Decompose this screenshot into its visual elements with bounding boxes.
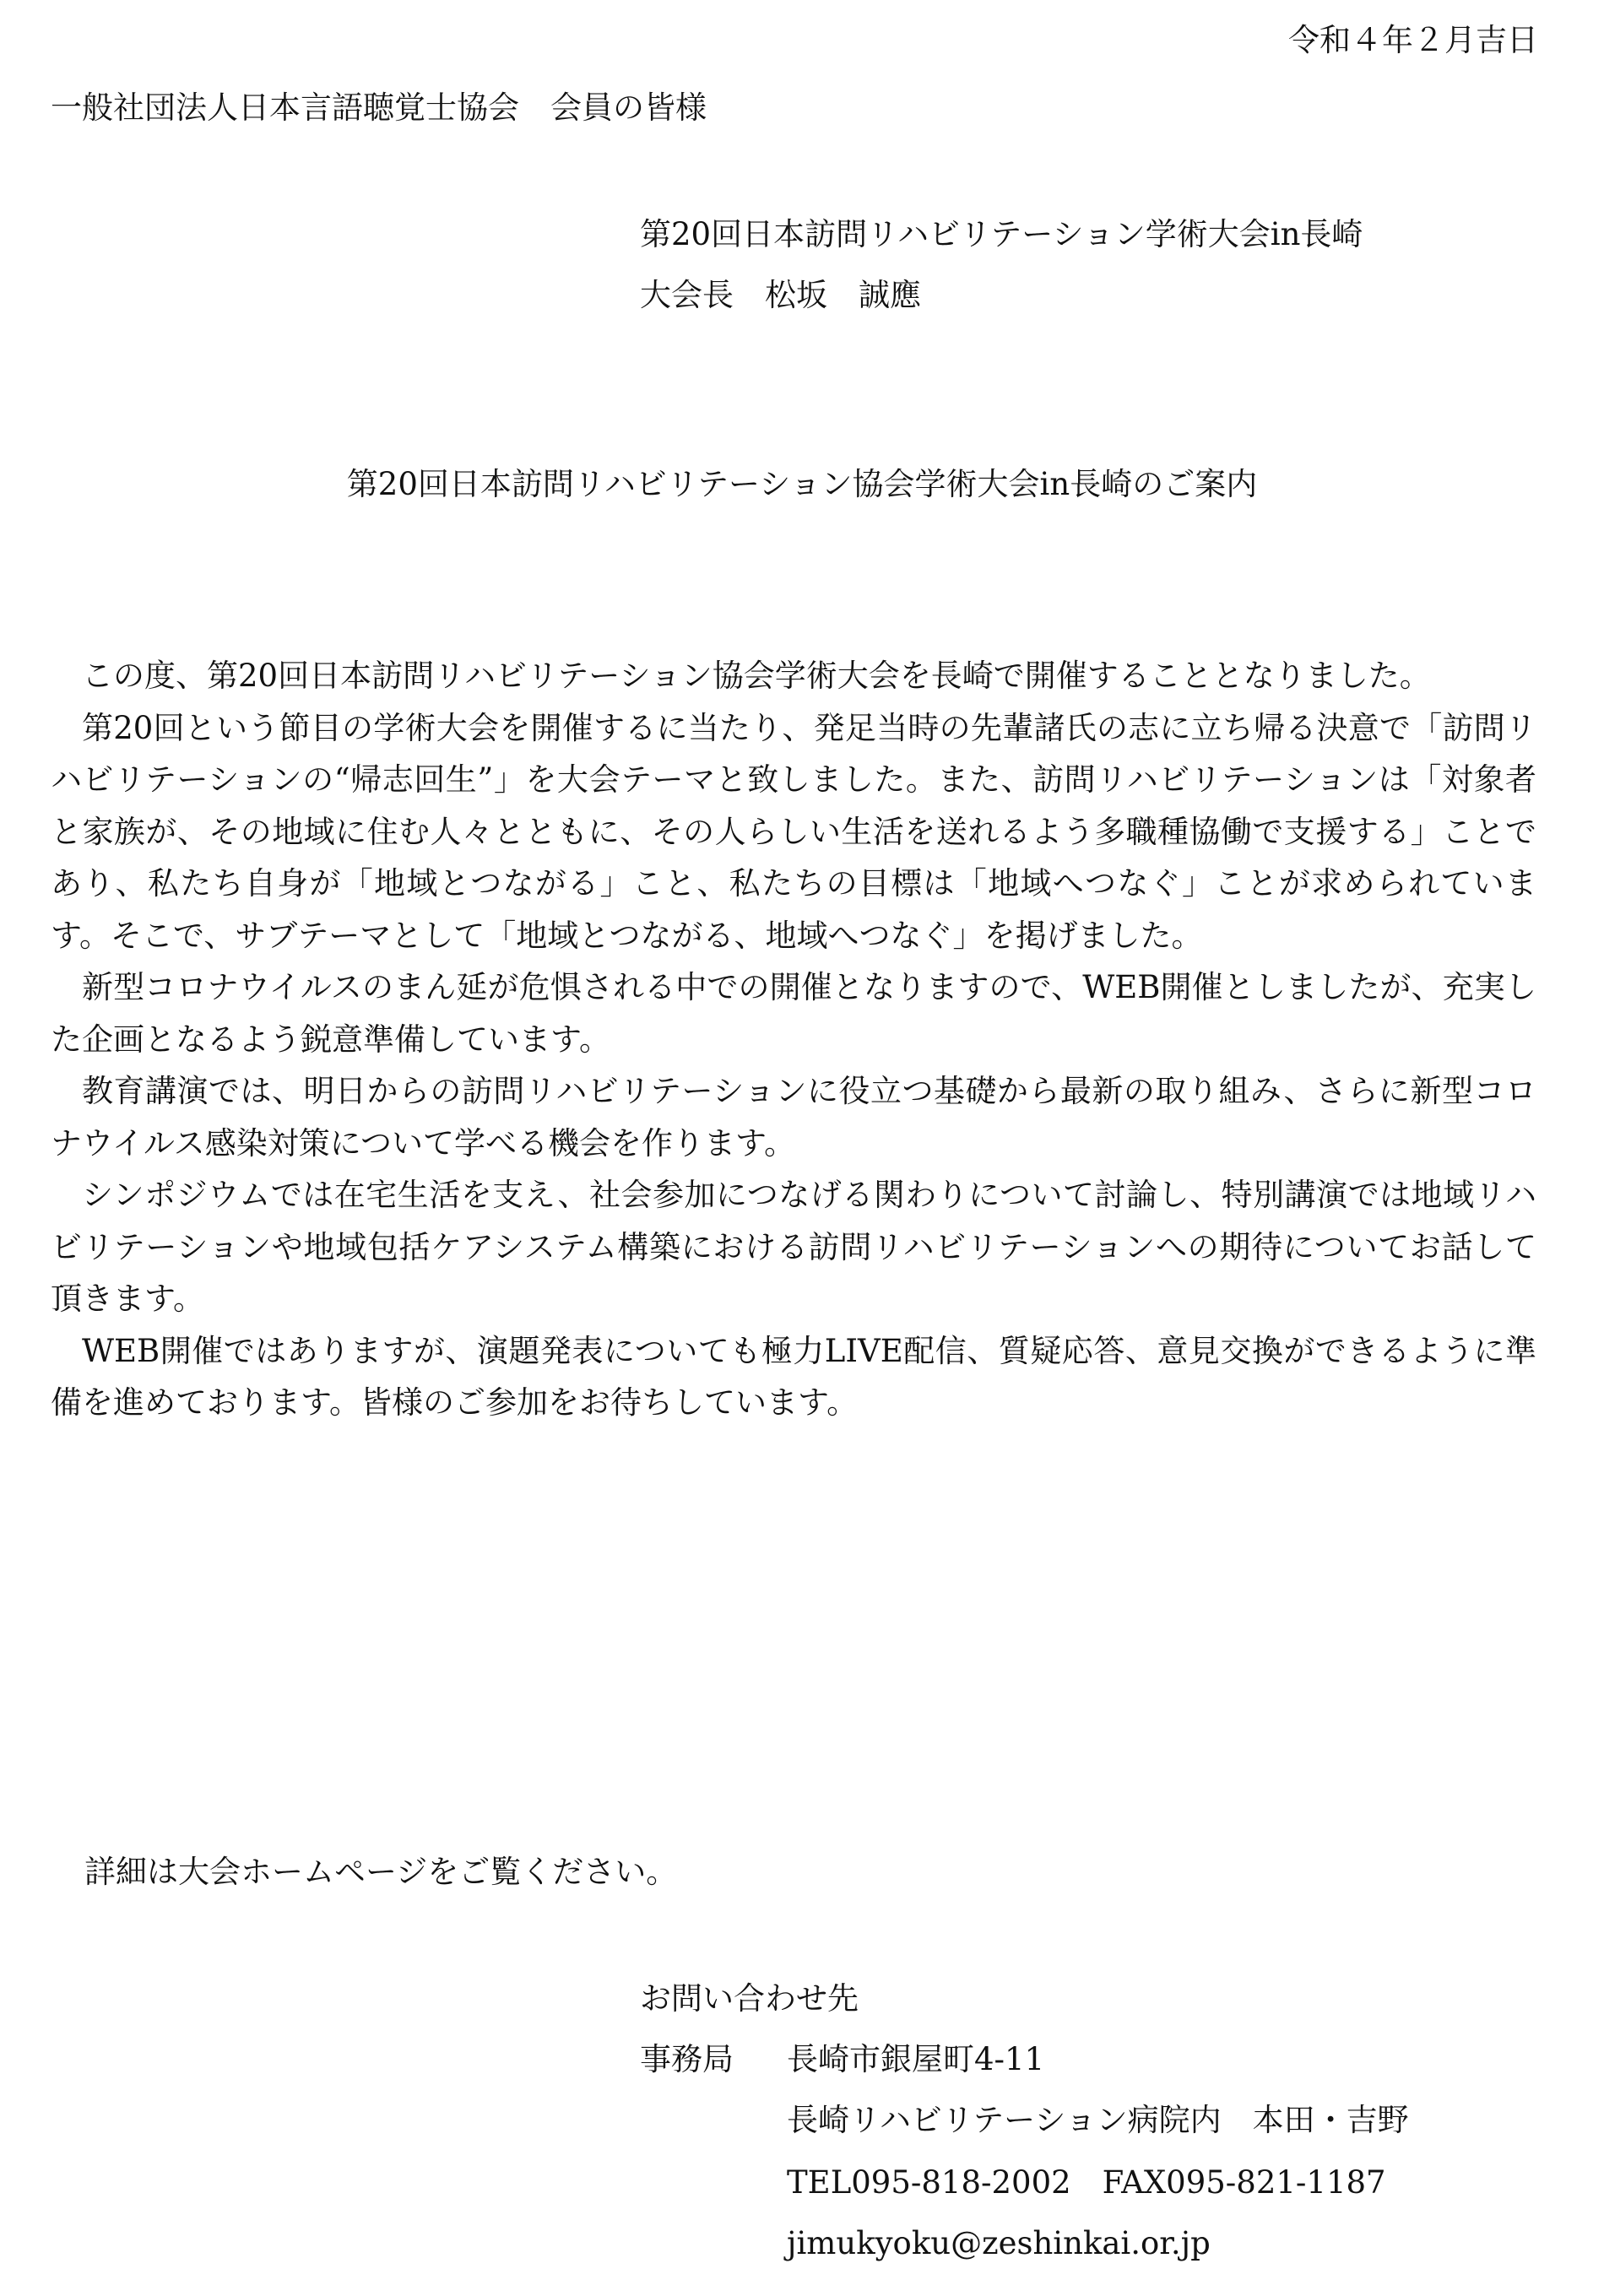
letter-title: 第20回日本訪問リハビリテーション協会学術大会in長崎のご案内 — [346, 466, 1258, 502]
office-location: 長崎リハビリテーション病院内 本田・吉野 — [787, 2102, 1409, 2138]
body-paragraph: 教育講演では、明日からの訪問リハビリテーションに役立つ基礎から最新の取り組み、さらに新型コロナウイルス感染対策について学べる機会を作ります。 — [51, 1073, 1536, 1162]
office-address: 長崎市銀屋町4-11 — [787, 2041, 1045, 2077]
details-note: 詳細は大会ホームページをご覧ください。 — [84, 1854, 678, 1890]
office-label: 事務局 — [640, 2041, 734, 2077]
sender-president: 大会長 松坂 誠應 — [640, 277, 921, 313]
body-paragraph: シンポジウムでは在宅生活を支え、社会参加につなげる関わりについて討論し、特別講演では地域リハビリテーションや地域包括ケアシステム構築における訪問リハビリテーションへの期待についてお話して頂きます。 — [51, 1177, 1536, 1317]
body-paragraph: 第20回という節目の学術大会を開催するに当たり、発足当時の先輩諸氏の志に立ち帰る決意で「訪問リハビリテーションの“帰志回生”」を大会テーマと致しました。また、訪問リハビリテーションは「対象者と家族が、その地域に住む人々とともに、その人らしい生活を送れるよう多職種協働で支援する」ことであり、私たち自身が「地域とつながる」こと、私たちの目標は「地域へつなぐ」ことが求められています。そこで、サブテーマとして「地域とつながる、地域へつなぐ」を掲げました。 — [51, 709, 1536, 954]
body-paragraph: 新型コロナウイルスのまん延が危惧される中での開催となりますので、WEB開催としましたが、充実した企画となるよう鋭意準備しています。 — [51, 969, 1536, 1058]
contact-heading: お問い合わせ先 — [640, 1980, 859, 2017]
addressee: 一般社団法人日本言語聴覚士協会 会員の皆様 — [51, 89, 707, 126]
letter-date: 令和４年２月吉日 — [1288, 22, 1538, 58]
body-paragraph: この度、第20回日本訪問リハビリテーション協会学術大会を長崎で開催することとなりました。 — [82, 658, 1431, 694]
body-paragraph: WEB開催ではありますが、演題発表についても極力LIVE配信、質疑応答、意見交換ができるように準備を進めております。皆様のご参加をお待ちしています。 — [51, 1332, 1536, 1421]
office-email: jimukyoku@zeshinkai.or.jp — [787, 2225, 1211, 2261]
letter-body — [51, 650, 1536, 1429]
office-phone-fax: TEL095-818-2002 FAX095-821-1187 — [787, 2164, 1386, 2201]
sender-organization: 第20回日本訪問リハビリテーション学術大会in長崎 — [640, 216, 1363, 252]
